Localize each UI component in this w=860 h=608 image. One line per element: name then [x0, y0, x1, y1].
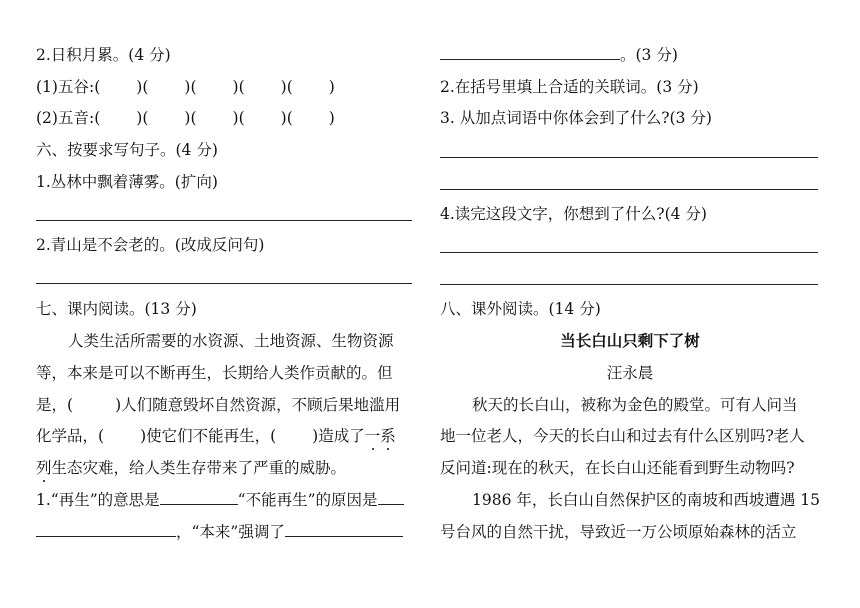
answer-line[interactable]: [440, 189, 818, 190]
section-7-title: 七、课内阅读。(13 分): [36, 300, 197, 318]
section-6-title: 六、按要求写句子。(4 分): [36, 141, 218, 159]
dotted-word: 列: [36, 459, 52, 477]
passage-line: 是，( )人们随意毁坏自然资源，不顾后果地滥用: [36, 396, 401, 414]
answer-blank[interactable]: ( ): [286, 78, 335, 96]
question-7-1-cont: ，“本来”强调了: [36, 522, 403, 542]
answer-blank[interactable]: ( ): [94, 109, 143, 127]
article-line: 1986 年，长白山自然保护区的南坡和西坡遭遇 15: [472, 491, 821, 509]
question-2-1-five-grains: [36, 77, 335, 97]
passage-line: 化学品，( )使它们不能再生，( )造成了一系: [36, 427, 396, 445]
five-grains-label: (1)五谷:: [36, 78, 95, 96]
question-7-2: 2.在括号里填上合适的关联词。(3 分): [440, 78, 699, 96]
answer-blank[interactable]: ( ): [238, 109, 287, 127]
answer-blank[interactable]: ( ): [142, 78, 191, 96]
sentence-6-2: 2.青山是不会老的。(改成反问句): [36, 236, 265, 254]
section-8-title: 八、课外阅读。(14 分): [440, 300, 601, 318]
answer-blank[interactable]: ( ): [142, 109, 191, 127]
answer-blank[interactable]: ( ): [94, 78, 143, 96]
question-7-4: 4.读完这段文字，你想到了什么?(4 分): [440, 205, 707, 223]
question-7-1-end: 。(3 分): [440, 45, 678, 65]
answer-blank[interactable]: ( ): [190, 78, 239, 96]
answer-line[interactable]: [440, 157, 818, 158]
answer-line[interactable]: [440, 252, 818, 253]
question-7-1: 1.“再生”的意思是 “不能再生”的原因是: [36, 490, 404, 510]
article-line: 反问道:现在的秋天，在长白山还能看到野生动物吗?: [440, 459, 795, 477]
answer-line[interactable]: [440, 284, 818, 285]
answer-blank[interactable]: ( ): [238, 78, 287, 96]
answer-blank[interactable]: ( ): [286, 109, 335, 127]
sentence-6-1: 1.丛林中飘着薄雾。(扩向): [36, 173, 218, 191]
passage-line: 人类生活所需要的水资源、土地资源、生物资源: [68, 332, 394, 350]
answer-blank[interactable]: ( ): [190, 109, 239, 127]
fill-blank[interactable]: [36, 522, 176, 537]
fill-blank[interactable]: [378, 490, 404, 505]
passage-line: 列生态灾难，给人类生存带来了严重的威胁。: [36, 459, 347, 477]
question-7-3: 3. 从加点词语中你体会到了什么?(3 分): [440, 109, 712, 127]
fill-blank[interactable]: [440, 45, 620, 60]
article-line: 地一位老人，今天的长白山和过去有什么区别吗?老人: [440, 427, 805, 445]
five-tones-label: (2)五音:: [36, 109, 95, 127]
article-line: 秋天的长白山，被称为金色的殿堂。可有人问当: [472, 396, 798, 414]
article-line: 号台风的自然干扰，导致近一万公顷原始森林的活立: [440, 523, 797, 541]
question-2-2-five-tones: [36, 108, 335, 128]
fill-blank[interactable]: [285, 522, 403, 537]
answer-line[interactable]: [36, 283, 412, 284]
article-author: 汪永晨: [606, 364, 654, 382]
article-title: 当长白山只剩下了树: [560, 332, 700, 350]
dotted-word: 一: [364, 427, 381, 445]
answer-line[interactable]: [36, 220, 412, 221]
passage-line: 等，本来是可以不断再生，长期给人类作贡献的。但: [36, 364, 393, 382]
fill-blank[interactable]: [160, 490, 238, 505]
question-2-title: 2.日积月累。(4 分): [36, 46, 171, 64]
dotted-word: 系: [380, 427, 396, 445]
